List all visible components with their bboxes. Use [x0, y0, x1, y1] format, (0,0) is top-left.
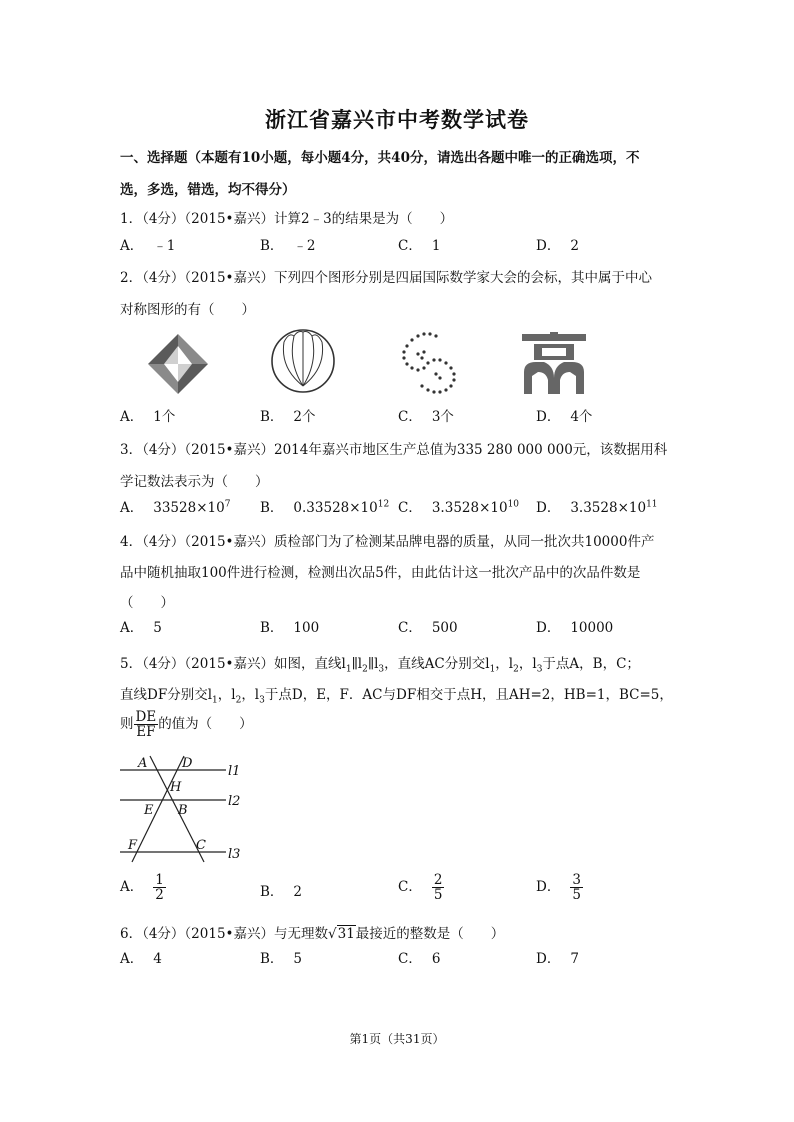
question-4-line-3: （ ） [120, 595, 174, 611]
section-heading-line-1: 一、选择题（本题有10小题，每小题4分，共40分，请选出各题中唯一的正确选项，不 [120, 150, 640, 166]
point-label-e: E [144, 803, 154, 818]
q1-option-d: D． 2 [536, 238, 579, 254]
point-label-h: H [170, 780, 182, 795]
q2-option-a: A． 1个 [120, 409, 176, 425]
line-label-l1: l1 [228, 764, 241, 779]
question-2-line-1: 2．（4分）（2015•嘉兴）下列四个图形分别是四届国际数学家大会的会标，其中属于中心 [120, 270, 652, 286]
question-6-text: 6．（4分）（2015•嘉兴）与无理数√31最接近的整数是（ ） [120, 926, 505, 942]
q2-option-c: C． 3个 [398, 409, 454, 425]
q3-option-b: B． $0.33528\times 10^{12}$ [260, 499, 390, 516]
point-label-a: A [138, 756, 148, 771]
q6-option-d: D． 7 [536, 951, 579, 967]
page-footer: 第1页（共31页） [349, 1032, 445, 1046]
page-title: 浙江省嘉兴市中考数学试卷 [265, 107, 529, 132]
question-5-line-1: 5．（4分）（2015•嘉兴）如图，直线$l_1\parallel l_2\parallel l_3$，直线AC分别交$l_1$，$l_2$，$l_3$于点A，B，C； [120, 656, 640, 675]
question-4-line-1: 4．（4分）（2015•嘉兴）质检部门为了检测某品牌电器的质量，从同一批次共10000件产 [120, 534, 655, 550]
q2-option-b: B． 2个 [260, 409, 316, 425]
section-heading-line-2: 选，多选，错选，均不得分） [120, 182, 296, 198]
question-5-line-3: 则 $\frac{DE}{EF}$ 的值为（ ） [120, 709, 253, 741]
q6-option-b: B． 5 [260, 951, 303, 967]
question-1-text: 1．（4分）（2015•嘉兴）计算2﹣3的结果是为（ ） [120, 211, 454, 227]
q2-option-d: D． 4个 [536, 409, 593, 425]
square-root-31: √31 [328, 926, 355, 942]
q6-option-a: A． 4 [120, 951, 162, 967]
q5-option-a: A． $\frac{1}{2}$ [120, 872, 164, 904]
q4-option-c: C． 500 [398, 620, 458, 636]
question-3-line-2: 学记数法表示为（ ） [120, 474, 269, 490]
circle-arcs-logo-figure [270, 328, 336, 394]
dotted-spiral-logo-figure [398, 330, 464, 396]
question-2-line-2: 对称图形的有（ ） [120, 302, 255, 318]
q6-option-c: C． 6 [398, 951, 441, 967]
point-label-d: D [182, 756, 193, 771]
q5-option-d: D． $\frac{3}{5}$ [536, 872, 581, 904]
point-label-f: F [128, 838, 138, 853]
q3-option-d: D． $3.3528\times 10^{11}$ [536, 499, 658, 516]
q5-option-b: B． 2 [260, 884, 303, 900]
pinwheel-logo-figure [146, 332, 210, 396]
line-label-l2: l2 [228, 794, 241, 809]
question-4-line-2: 品中随机抽取100件进行检测，检测出次品5件，由此估计这一批次产品中的次品件数是 [120, 565, 641, 581]
arch-emblem-logo-figure [520, 332, 588, 394]
q1-option-b: B． ﹣2 [260, 238, 316, 254]
question-5-line-2: 直线DF分别交$l_1$，$l_2$，$l_3$于点D，E，F．AC与DF相交于点H，且AH=2，HB=1，BC=5， [120, 687, 673, 706]
q1-option-a: A． ﹣1 [120, 238, 176, 254]
parallel-lines-diagram [118, 750, 248, 866]
q4-option-d: D． 10000 [536, 620, 614, 636]
fraction-de-over-ef: $\frac{DE}{EF}$ [135, 709, 157, 741]
question-3-line-1: 3．（4分）（2015•嘉兴）2014年嘉兴市地区生产总值为335 280 000 000元，该数据用科 [120, 442, 668, 458]
point-label-c: C [196, 838, 206, 853]
q3-option-c: C． $3.3528\times 10^{10}$ [398, 499, 520, 516]
line-label-l3: l3 [228, 847, 241, 862]
q4-option-a: A． 5 [120, 620, 162, 636]
q1-option-c: C． 1 [398, 238, 441, 254]
q4-option-b: B． 100 [260, 620, 320, 636]
q5-option-c: C． $\frac{2}{5}$ [398, 872, 443, 904]
q3-option-a: A． $33528\times 10^7$ [120, 499, 231, 516]
point-label-b: B [178, 803, 188, 818]
